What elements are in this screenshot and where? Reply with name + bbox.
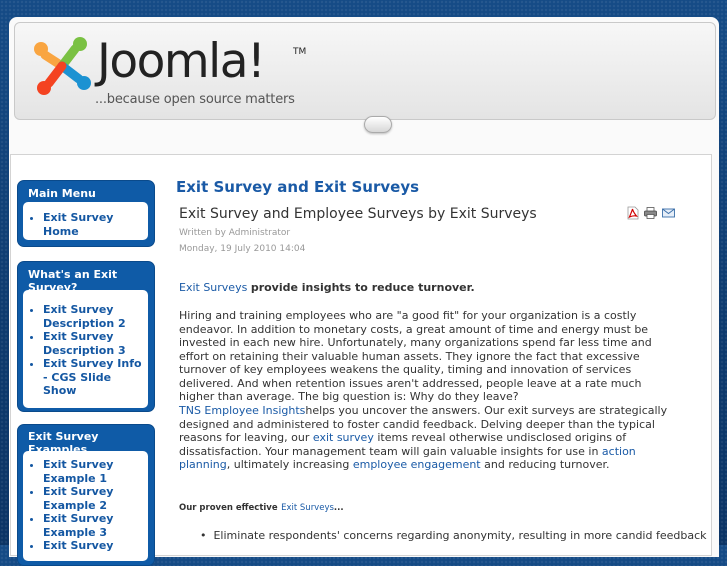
menu-item-example-1[interactable]: • Exit Survey Example 1 (43, 458, 144, 485)
menu-item-description-2[interactable]: • Exit Survey Description 2 (43, 303, 144, 330)
module-title: Exit Survey Examples (28, 430, 99, 456)
body-text: items reveal otherwise undisclosed origins of dissatisfaction. Your management team will gain valuable insights for use in (179, 431, 627, 458)
module-title: Main Menu (28, 187, 96, 200)
article-author: Written by Administrator (179, 228, 291, 238)
article-icons (626, 207, 675, 219)
article-heading: Exit Survey and Employee Surveys by Exit Surveys (179, 206, 537, 222)
pdf-icon[interactable] (626, 207, 639, 219)
employee-engagement-link[interactable]: employee engagement (352, 458, 481, 471)
logo-trademark: TM (293, 47, 307, 57)
menu-item-exit-survey-home[interactable]: • Exit Survey Home (43, 208, 144, 238)
tagline: ...because open source matters (95, 92, 295, 107)
body-paragraph-1: Hiring and training employees who are "a good fit" for your organization is a costly endeavor. In addition to monetary costs, a great amount of time and energy must be invested in each new hire. Unfortunately, many organizations spend far less time and effort on retaining their valuable human assets. They ignore the fact that excessive turnover of key employees weakens the quality, timing and innovation of services delivered. And when retention issues aren't addressed, people leave at a rate much higher than average. The big question is: Why do they leave? (179, 309, 652, 403)
joomla-logo-icon[interactable] (31, 35, 93, 97)
menu-item-example-3[interactable]: • Exit Survey Example 3 (43, 512, 144, 539)
print-icon[interactable] (644, 207, 657, 219)
proven-effective-line (179, 500, 679, 516)
body-text: helps you uncover the answers. Our exit surveys are strategically designed and administered to foster candid feedback. Delving deeper than the typical reasons for leaving, our (179, 404, 668, 444)
proven-effective-text: Our proven effective (179, 503, 278, 513)
body-paragraph-2 (179, 404, 679, 472)
menu-item-description-3[interactable]: • Exit Survey Description 3 (43, 330, 144, 357)
intro-text: provide insights to reduce turnover. (250, 281, 475, 294)
logo-wordmark: Joomla! (97, 34, 265, 89)
examples-list (23, 451, 148, 559)
collapse-toggle[interactable] (364, 116, 392, 133)
whats-an-exit-survey-module (17, 261, 155, 412)
tns-employee-insights-link[interactable]: TNS Employee Insights (179, 404, 306, 417)
article-date: Monday, 19 July 2010 14:04 (179, 244, 306, 254)
whats-an-list (23, 290, 148, 404)
intro-paragraph (179, 281, 679, 295)
list-item (200, 529, 707, 542)
action-planning-link[interactable]: action planning (179, 444, 636, 471)
main-menu-module (17, 180, 155, 247)
body-text: , ultimately increasing (226, 458, 350, 471)
exit-surveys-link-2[interactable]: Exit Surveys (281, 503, 334, 513)
exit-survey-link[interactable]: exit survey (312, 431, 374, 444)
exit-survey-examples-module (17, 424, 155, 566)
ellipsis: ... (333, 503, 344, 513)
main-menu-list (23, 202, 148, 244)
bullet-icon: • (200, 529, 214, 542)
site-header (14, 22, 716, 120)
menu-item-example-2[interactable]: • Exit Survey Example 2 (43, 485, 144, 512)
module-title: What's an Exit Survey? (28, 268, 118, 294)
menu-item-cgs-slide-show[interactable]: • Exit Survey Info - CGS Slide Show (43, 357, 144, 398)
exit-surveys-link[interactable]: Exit Surveys (179, 281, 248, 294)
body-text: and reducing turnover. (484, 458, 610, 471)
page-title[interactable]: Exit Survey and Exit Surveys (176, 178, 420, 196)
email-icon[interactable] (662, 207, 675, 219)
menu-item-example-4[interactable]: • Exit Survey (43, 539, 144, 553)
bullet-text: Eliminate respondents' concerns regarding anonymity, resulting in more candid feedback (213, 529, 707, 542)
